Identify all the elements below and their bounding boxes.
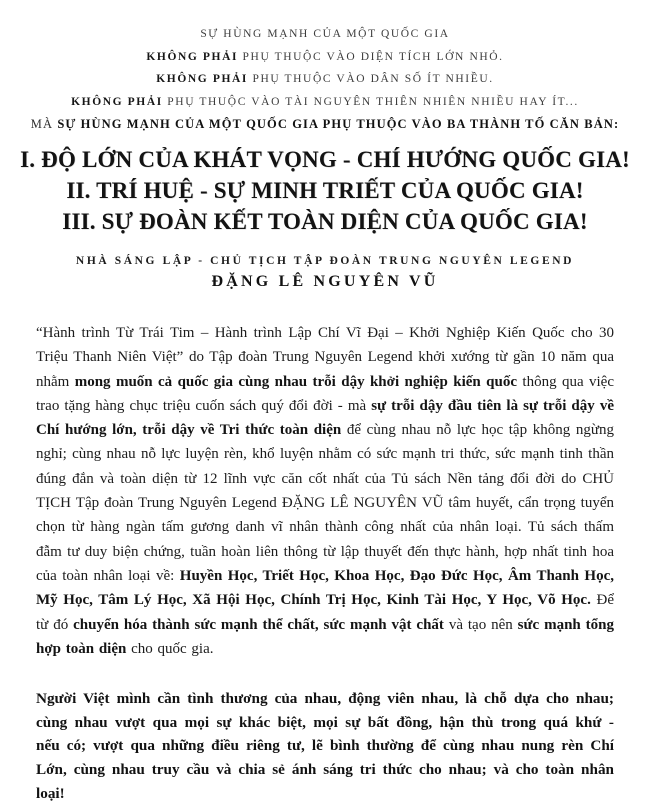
header-line-4 (0, 91, 650, 114)
text-run: để cùng nhau nỗ lực học tập không ngừng nghỉ; cùng nhau nỗ lực luyện rèn, khổ luyện nhằm có sức mạnh tri thức, sức mạnh tinh thần đúng đắn và toàn diện từ 12 lĩnh vực căn cốt nhất của Tủ sách Nền tảng đổi đời do CHỦ TỊCH Tập đoàn Trung Nguyên Legend ĐẶNG LÊ NGUYÊN VŨ tâm huyết, cẩn trọng tuyển chọn từ hàng ngàn tấm gương danh vĩ nhân thành công nhất của nhân loại. Tủ sách thấm đẫm tư duy biện chứng, tuần hoàn liên thông từ lập thuyết đến thực hành, hợp nhất tinh hoa của toàn nhân loại về: (36, 422, 614, 584)
header-line-5-prefix: MÀ (30, 117, 58, 131)
headline-line-2: II. TRÍ HUỆ - SỰ MINH TRIẾT CỦA QUỐC GIA! (66, 178, 584, 203)
header-line-5-emphasis: SỰ HÙNG MẠNH CỦA MỘT QUỐC GIA PHỤ THUỘC VÀO BA THÀNH TỐ CĂN BẢN: (57, 117, 620, 131)
attribution-name: ĐẶNG LÊ NGUYÊN VŨ (211, 273, 439, 290)
body-paragraph-2: Người Việt mình cần tình thương của nhau, động viên nhau, là chỗ dựa cho nhau; cùng nhau vượt qua mọi sự khác biệt, mọi sự bất đồng, hận thù trong quá khứ - nếu có; vượt qua những điều riêng tư, lẽ bình thường để cùng nhau nung rèn Chí Lớn, cùng nhau truy cầu và chia sẻ ánh sáng tri thức cho nhau; và cho toàn nhân loại! (36, 690, 614, 802)
text-run: mong muốn cả quốc gia cùng nhau trỗi dậy khởi nghiệp kiến quốc (74, 373, 518, 390)
header-line-1 (0, 23, 650, 46)
body-text-block (0, 321, 650, 805)
header-line-4-text: PHỤ THUỘC VÀO TÀI NGUYÊN THIÊN NHIÊN NHIỀU HAY ÍT... (162, 95, 579, 108)
text-run: Để từ đó (36, 592, 614, 633)
text-run: cho quốc gia. (126, 640, 214, 657)
text-run: sức mạnh tổng hợp toàn diện (36, 616, 614, 657)
header-line-5 (0, 113, 650, 136)
header-line-2 (0, 46, 650, 69)
header-line-3-emphasis: KHÔNG PHẢI (156, 73, 248, 85)
text-run: thông qua việc trao tặng hàng chục triệu cuốn sách quý đổi đời - mà (36, 373, 615, 414)
header-line-3 (0, 68, 650, 91)
header-line-4-emphasis: KHÔNG PHẢI (71, 95, 163, 108)
text-run: Huyền Học, Triết Học, Khoa Học, Đạo Đức Học, Âm Thanh Học, Mỹ Học, Tâm Lý Học, Xã Hội Học, Chính Trị Học, Kinh Tài Học, Y Học, Võ Học. (36, 567, 614, 609)
text-run: và tạo nên (443, 616, 518, 633)
header-line-2-text: PHỤ THUỘC VÀO DIỆN TÍCH LỚN NHỎ. (238, 50, 504, 63)
body-paragraph-1 (36, 321, 614, 661)
text-run: sự trỗi dậy đầu tiên là sự trỗi dậy về Chí hướng lớn, trỗi dậy về Tri thức toàn diện (36, 397, 614, 439)
headline-line-3: III. SỰ ĐOÀN KẾT TOÀN DIỆN CỦA QUỐC GIA! (62, 209, 588, 234)
headline-line-1: I. ĐỘ LỚN CỦA KHÁT VỌNG - CHÍ HƯỚNG QUỐC GIA! (20, 147, 630, 172)
text-run: “Hành trình Từ Trái Tim – Hành trình Lập Chí Vĩ Đại – Khởi Nghiệp Kiến Quốc cho 30 Triệu Thanh Niên Việt” do Tập đoàn Trung Nguyên Legend khởi xướng từ gần 10 năm qua nhằm (36, 325, 614, 390)
text-run: chuyển hóa thành sức mạnh thể chất, sức mạnh vật chất (73, 616, 444, 633)
headline-block (0, 144, 650, 237)
header-line-2-emphasis: KHÔNG PHẢI (146, 50, 239, 63)
attribution-block (0, 253, 650, 293)
attribution-role: NHÀ SÁNG LẬP - CHỦ TỊCH TẬP ĐOÀN TRUNG NGUYÊN LEGEND (75, 255, 575, 267)
header-block (0, 0, 650, 136)
header-line-3-text: PHỤ THUỘC VÀO DÂN SỐ ÍT NHIỀU. (247, 73, 494, 85)
header-line-1-text: SỰ HÙNG MẠNH CỦA MỘT QUỐC GIA (200, 28, 450, 40)
